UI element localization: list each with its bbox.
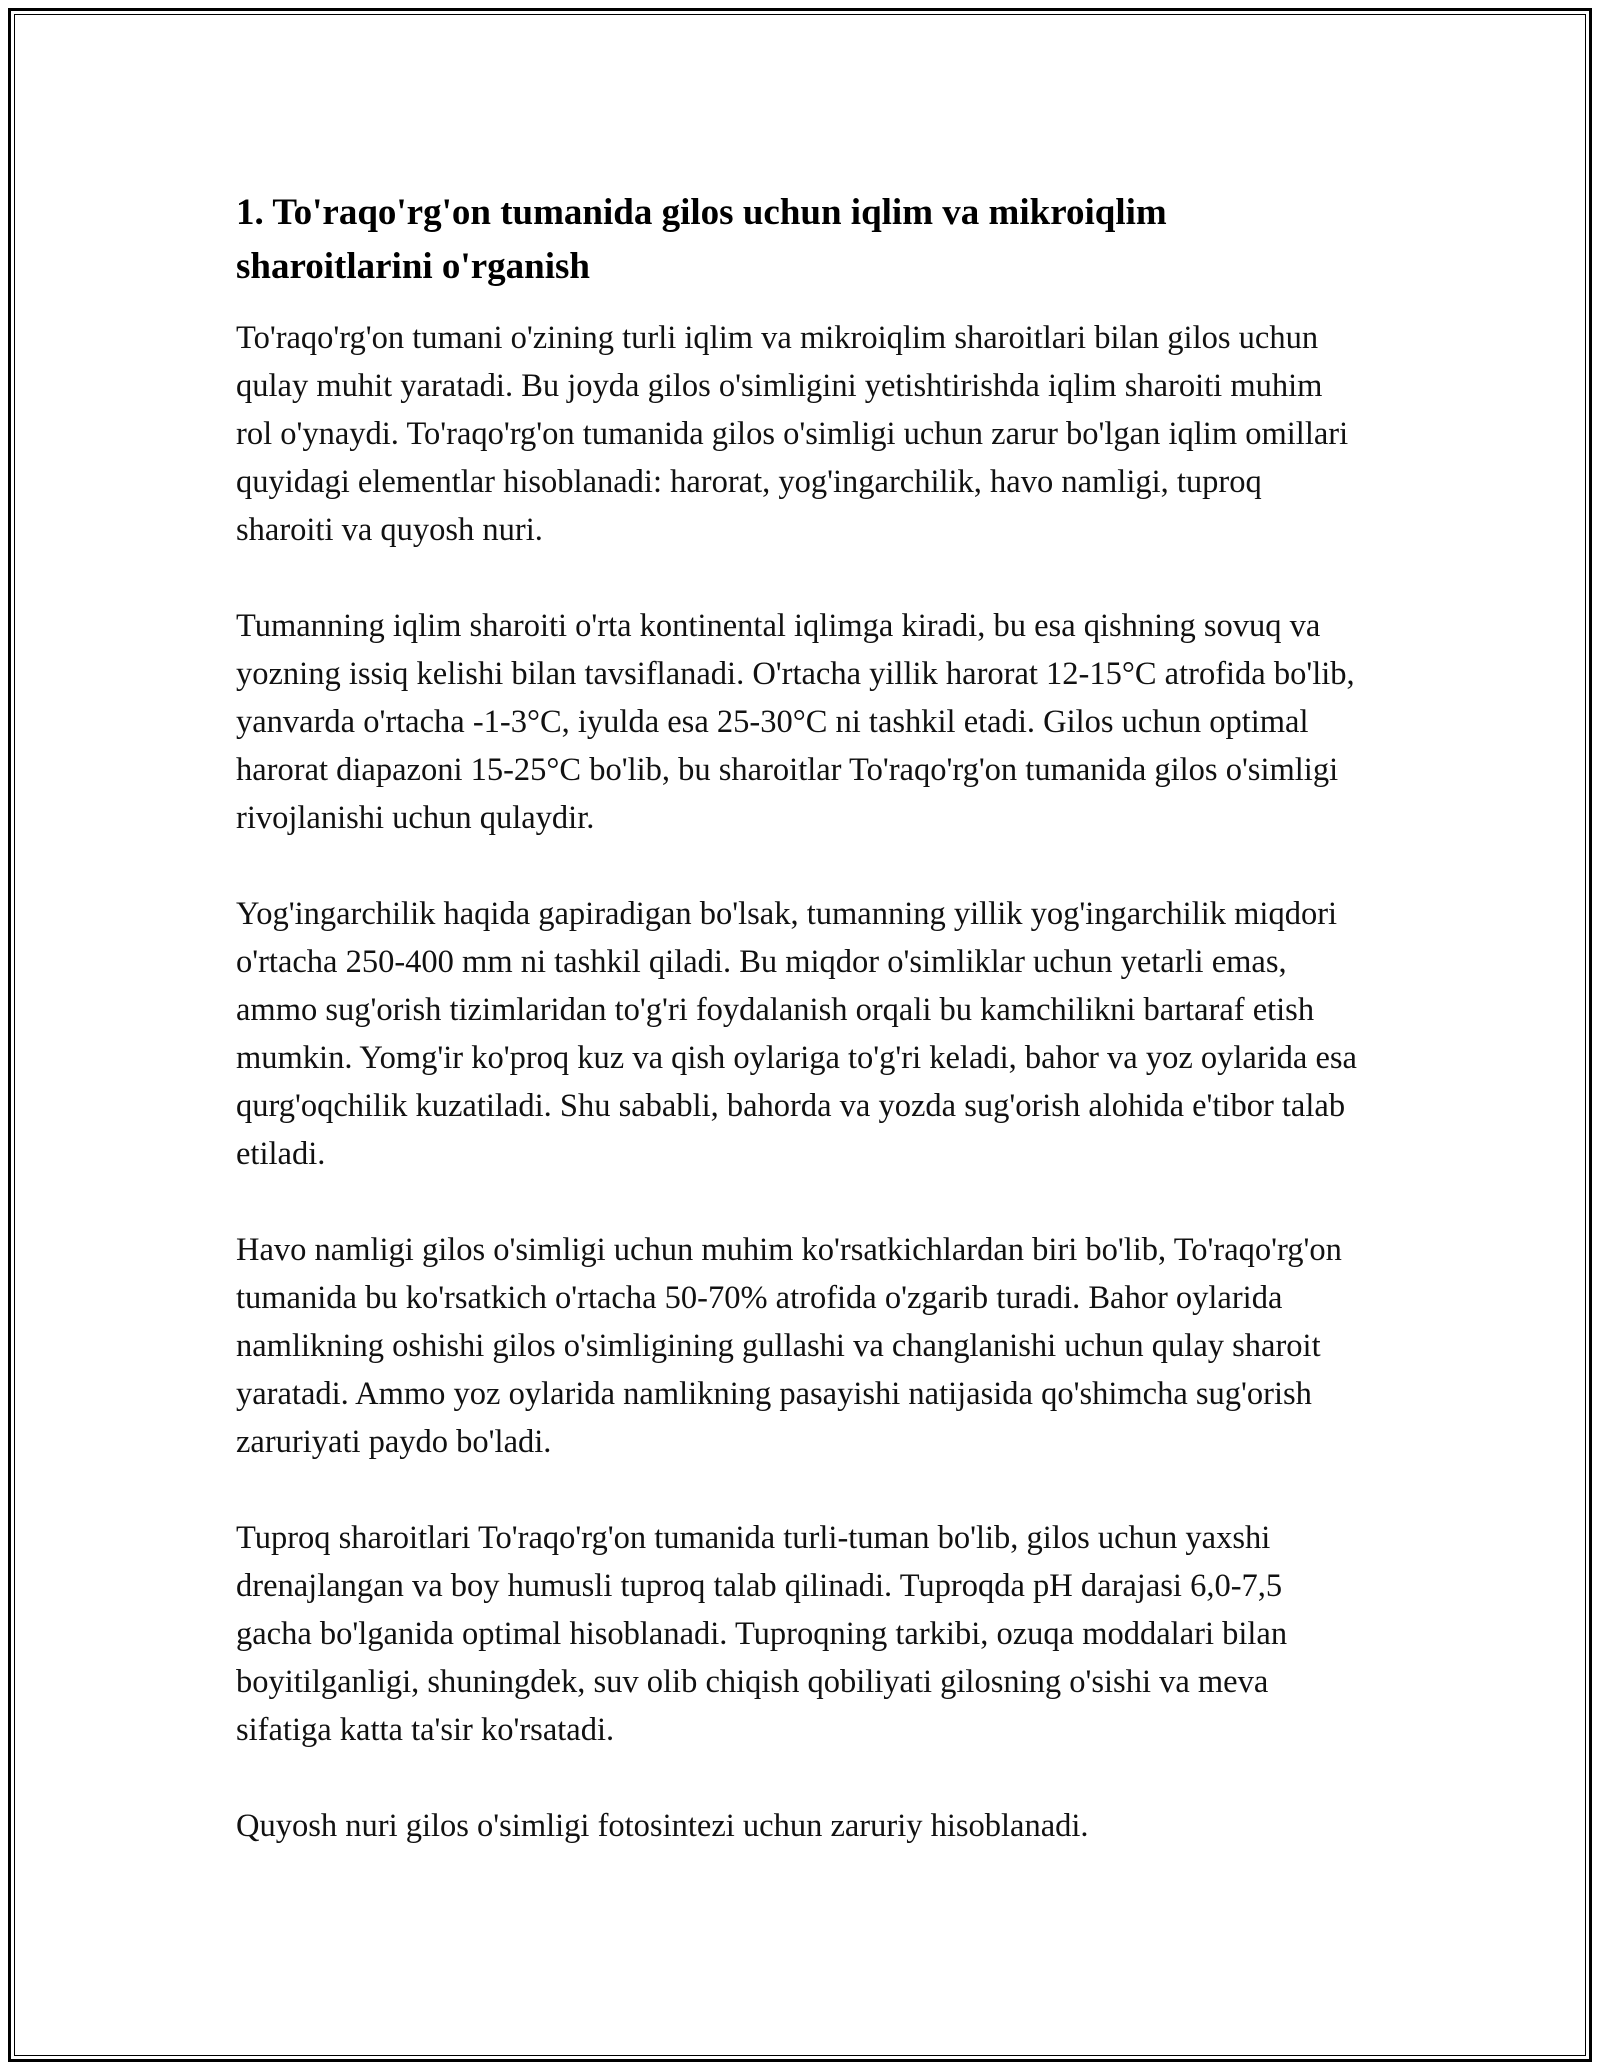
document-title: 1. To'raqo'rg'on tumanida gilos uchun iqlim va mikroiqlim sharoitlarini o'rganish [236, 192, 1167, 287]
paragraph-humidity: Havo namligi gilos o'simligi uchun muhim ko'rsatkichlardan biri bo'lib, To'raqo'rg'on tumanida bu ko'rsatkich o'rtacha 50-70% atrofida o'zgarib turadi. Bahor oylarida namlikning oshishi gilos o'simligining gullashi va changlanishi uchun qulay sharoit yaratadi. Ammo yoz oylarida namlikning pasayishi natijasida qo'shimcha sug'orish zaruriyati paydo bo'ladi. [236, 1232, 1342, 1460]
paragraph-temperature: Tumanning iqlim sharoiti o'rta kontinental iqlimga kiradi, bu esa qishning sovuq va yozning issiq kelishi bilan tavsiflanadi. O'rtacha yillik harorat 12-15°C atrofida bo'lib, yanvarda o'rtacha -1-3°C, iyulda esa 25-30°C ni tashkil etadi. Gilos uchun optimal harorat diapazoni 15-25°C bo'lib, bu sharoitlar To'raqo'rg'on tumanida gilos o'simligi rivojlanishi uchun qulaydir. [236, 608, 1355, 836]
paragraph-precipitation: Yog'ingarchilik haqida gapiradigan bo'lsak, tumanning yillik yog'ingarchilik miqdori o'rtacha 250-400 mm ni tashkil qiladi. Bu miqdor o'simliklar uchun yetarli emas, ammo sug'orish tizimlaridan to'g'ri foydalanish orqali bu kamchilikni bartaraf etish mumkin. Yomg'ir ko'proq kuz va qish oylariga to'g'ri keladi, bahor va yoz oylarida esa qurg'oqchilik kuzatiladi. Shu sababli, bahorda va yozda sug'orish alohida e'tibor talab etiladi. [236, 896, 1357, 1172]
paragraph-soil: Tuproq sharoitlari To'raqo'rg'on tumanida turli-tuman bo'lib, gilos uchun yaxshi drenajlangan va boy humusli tuproq talab qilinadi. Tuproqda pH darajasi 6,0-7,5 gacha bo'lganida optimal hisoblanadi. Tuproqning tarkibi, ozuqa moddalari bilan boyitilganligi, shuningdek, suv olib chiqish qobiliyati gilosning o'sishi va meva sifatiga katta ta'sir ko'rsatadi. [236, 1520, 1288, 1748]
paragraph-intro: To'raqo'rg'on tumani o'zining turli iqlim va mikroiqlim sharoitlari bilan gilos uchun qulay muhit yaratadi. Bu joyda gilos o'simligini yetishtirishda iqlim sharoiti muhim rol o'ynaydi. To'raqo'rg'on tumanida gilos o'simligi uchun zarur bo'lgan iqlim omillari quyidagi elementlar hisoblanadi: harorat, yog'ingarchilik, havo namligi, tuproq sharoiti va quyosh nuri. [236, 320, 1349, 548]
paragraph-sunlight: Quyosh nuri gilos o'simligi fotosintezi uchun zaruriy hisoblanadi. [236, 1808, 1089, 1844]
document-body [236, 186, 1366, 1850]
